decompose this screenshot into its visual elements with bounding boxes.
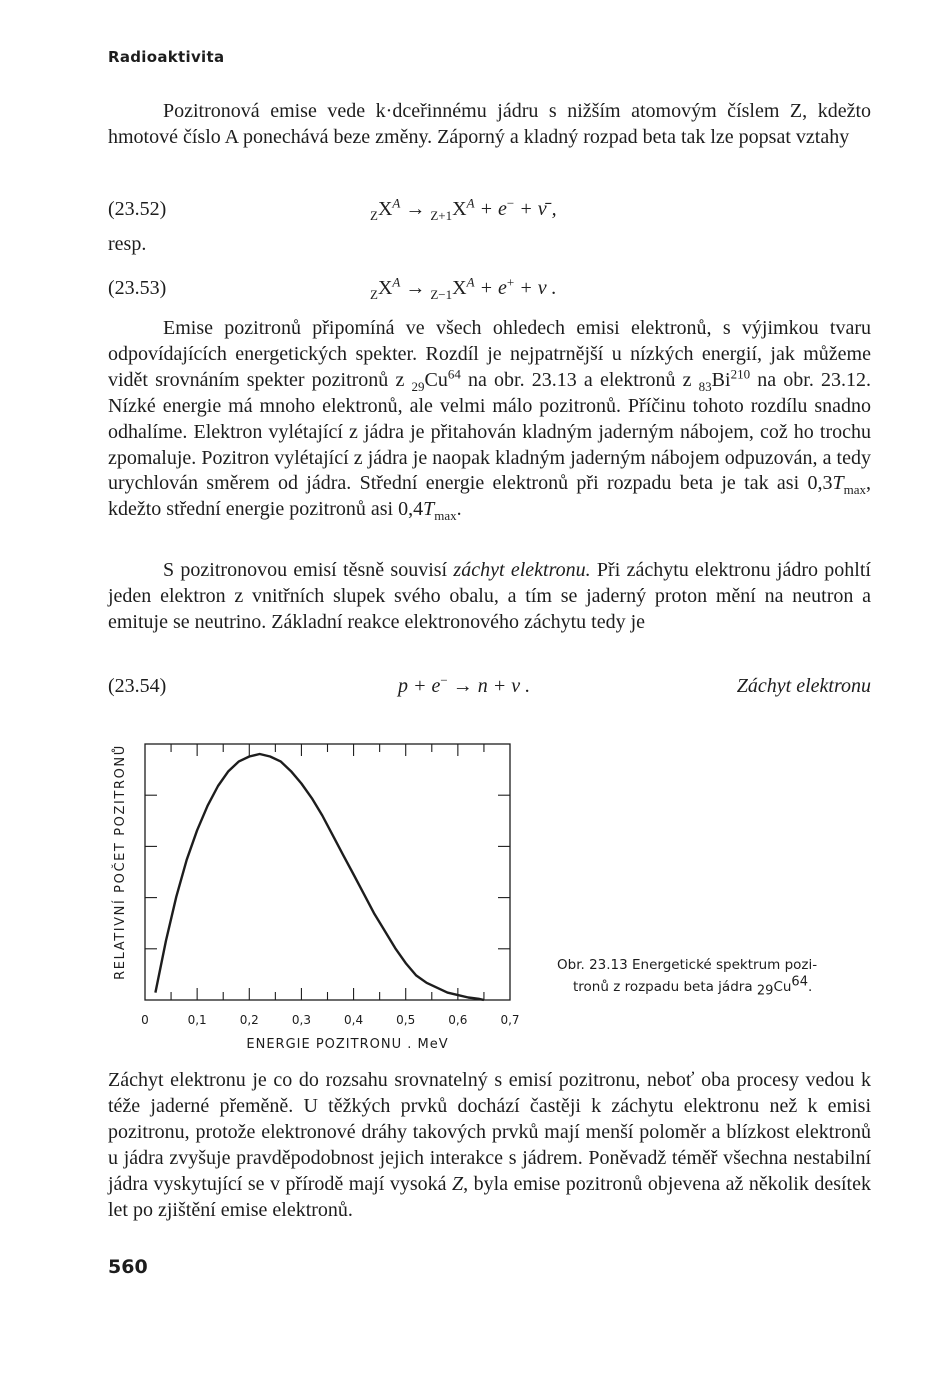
page-number: 560 [108, 1256, 148, 1278]
x-tick-label: 0,4 [344, 1013, 364, 1027]
equation-label: Záchyt elektronu [736, 675, 871, 697]
equation-number: (23.54) [108, 675, 167, 697]
plot-frame [145, 744, 510, 1000]
intro-paragraph [108, 99, 871, 151]
resp-text: resp. [108, 233, 147, 255]
x-tick-label: 0,3 [291, 1013, 311, 1027]
intro-text: Pozitronová emise vede k·dceřinnému jádru s nižším atomovým číslem Z, kdežto hmotové číslo A ponechává beze změny. Záporný a kladný rozpad beta tak lze popsat vztahy [108, 100, 871, 148]
x-tick-label: 0,5 [396, 1013, 416, 1027]
x-axis-label: ENERGIE POZITRONU . MeV [246, 1037, 449, 1052]
equation-23-54 [108, 674, 871, 702]
spectrum-curve [155, 754, 484, 1000]
x-tick-label: 0,7 [500, 1013, 520, 1027]
equation-number: (23.52) [108, 198, 167, 220]
running-header: Radioaktivita [108, 48, 225, 66]
equation-body: p + e− → n + ν . [398, 672, 531, 697]
body-paragraph-4 [108, 1068, 871, 1223]
equation-23-52 [108, 197, 871, 225]
equation-body: $_ZX^A \to _{Z+1}X^A + e^-$ + ν̄ , [370, 195, 557, 223]
x-tick-label: 0,1 [187, 1013, 207, 1027]
figure-caption: Obr. 23.13 Energetické spektrum pozi- tronů z rozpadu beta jádra $_{29}Cu^{64}$. [557, 957, 818, 999]
equation-number: (23.53) [108, 277, 167, 299]
term-electron-capture: záchyt elektronu. [453, 559, 591, 581]
equation-23-53 [108, 276, 871, 304]
equation-body: $_ZX^A \to _{Z-1}X^A + e^+ + \nu$ . [370, 274, 557, 302]
resp-line [108, 232, 871, 258]
body-paragraph-2: Emise pozitronů připomíná ve všech ohledech emisi elektronů, s výjimkou tvaru odpovídajících energetických spekter. Rozdíl je nejpatrnější u nízkých energií, jak můžeme vidět srovnáním spekter pozitronů z $_{29}Cu^{64}$ na obr. 23.13 a elektronů z $_{83}Bi^{210}$ na obr. 23.12. Nízké energie má mnoho elektronů, ale velmi málo pozitronů. Příčinu tohoto rozdílu snadno odhalíme. Elektron vylétající z jádra je přitahován kladným jaderným nábojem, což ho trochu zpomaluje. Pozitron vylétající z jádra je naopak kladným jaderným nábojem odpuzován, a tedy urychlován směrem od jádra. Střední energie elektronů při rozpadu beta je tak asi $0,3T_{max}$, kdežto střední energie pozitronů asi $0,4T_{max}$. [108, 317, 871, 524]
x-tick-label: 0,2 [239, 1013, 259, 1027]
closing-text: Záchyt elektronu je co do rozsahu srovnatelný s emisí pozitronu, neboť oba procesy vedou k téže jaderné přeměně. U těžkých prvků dochází častěji k záchytu elektronu než k emisi pozitronu, protože elektronové dráhy takových prvků mají menší poloměr a blízkost elektronů u jádra zvyšuje pravděpodobnost jejich interakce s jádrem. Poněvadž téměř všechna nestabilní jádra vyskytující se v přírodě mají vysoká Z, byla emise pozitronů objevena až několik desítek let po zjištění emise elektronů. [108, 1069, 871, 1221]
x-tick-label: 0 [141, 1013, 149, 1027]
y-axis-label: RELATIVNÍ POČET POZITRONŮ [113, 744, 128, 980]
x-tick-label: 0,6 [448, 1013, 468, 1027]
body-paragraph-3: S pozitronovou emisí těsně souvisí záchyt elektronu. Při záchytu elektronu jádro pohltí jeden elektron z vnitřních slupek svého obalu, a tím se jaderný proton mění na neutron a emituje se neutrino. Základní reakce elektronového záchytu tedy je [108, 559, 871, 633]
figure-23-13 [100, 712, 570, 1062]
positron-spectrum-chart [100, 712, 570, 1062]
